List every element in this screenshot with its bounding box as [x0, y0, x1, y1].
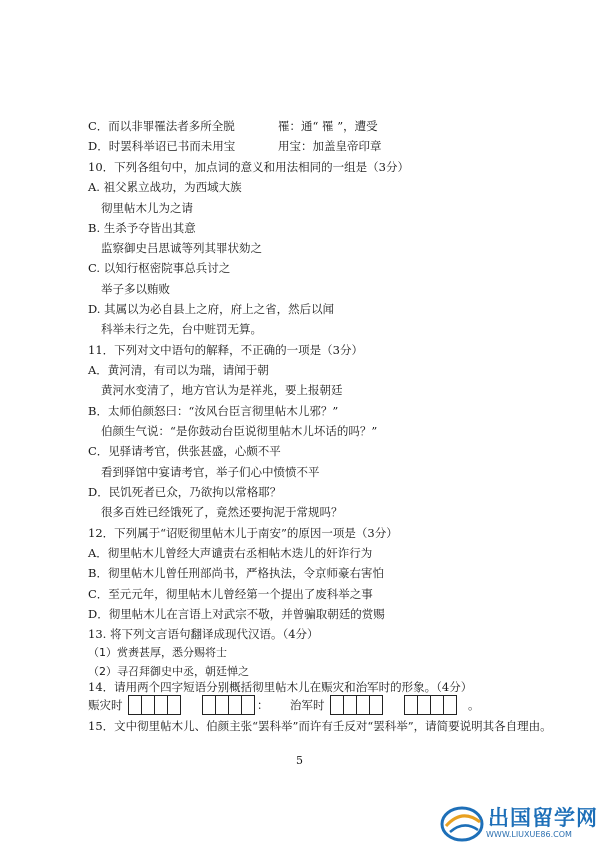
watermark-url: WWW.LIUXUE86.COM	[486, 830, 572, 839]
option-d: D．时罢科举诏已书而未用宝	[88, 139, 236, 153]
q13-item-2: （2）寻召拜御史中丞，朝廷惮之	[88, 665, 249, 678]
colon: ：	[257, 698, 269, 712]
q13-item-1: （1）赏赉甚厚，悉分赐将士	[88, 646, 227, 659]
q10-option-d: D. 其属以为必自县上之府，府上之省，然后以闻	[88, 302, 335, 316]
answer-box[interactable]	[228, 695, 241, 715]
q11-option-a: A．黄河清，有司以为瑞，请闻于朝	[88, 363, 269, 377]
q11-option-c: C．见驿请考官，供张甚盛，心颇不平	[88, 444, 281, 458]
q12-option-d: D．彻里帖木儿在言语上对武宗不敬，并曾骗取朝廷的赏赐	[88, 607, 385, 621]
option-c: C．而以非罪罹法者多所全脱	[88, 119, 235, 133]
q11-option-d: D．民饥死者已众，乃欲拘以常格耶？	[88, 485, 282, 499]
answer-box[interactable]	[330, 695, 343, 715]
q10-option-d-2: 科举未行之先，台中赃罚无算。	[101, 322, 262, 336]
answer-box[interactable]	[356, 695, 369, 715]
question-14: 14．请用两个四字短语分别概括彻里帖木儿在赈灾和治军时的形象。（4分）	[88, 680, 473, 694]
answer-box[interactable]	[404, 695, 417, 715]
relief-answer-boxes-1[interactable]	[128, 695, 181, 715]
army-label: 治军时	[290, 698, 325, 712]
answer-box[interactable]	[202, 695, 215, 715]
question-13: 13. 将下列文言语句翻译成现代汉语。（4分）	[88, 627, 319, 641]
army-answer-boxes-2[interactable]	[404, 695, 457, 715]
q12-option-a: A．彻里帖木儿曾经大声谴责右丞相帖木迭儿的奸诈行为	[88, 546, 373, 560]
q11-option-d-2: 很多百姓已经饿死了，竟然还要拘泥于常规吗？	[101, 505, 343, 519]
page-number: 5	[296, 754, 303, 767]
q11-option-b-2: 伯颜生气说：“是你鼓动台臣说彻里帖木儿坏话的吗？”	[101, 424, 378, 438]
answer-box[interactable]	[343, 695, 356, 715]
answer-box[interactable]	[215, 695, 228, 715]
question-11: 11．下列对文中语句的解释，不正确的一项是（3分）	[88, 343, 363, 357]
q10-option-b: B. 生杀予夺皆出其意	[88, 221, 196, 235]
question-12: 12．下列属于“诏贬彻里帖木儿于南安”的原因一项是（3分）	[88, 526, 398, 540]
answer-box[interactable]	[167, 695, 181, 715]
q11-option-b: B．太师伯颜怒曰：“汝风台臣言彻里帖木儿邪？”	[88, 404, 339, 418]
answer-box[interactable]	[443, 695, 457, 715]
q10-option-c: C. 以知行枢密院事总兵讨之	[88, 261, 231, 275]
option-c-note: 罹：通“ 罹 ”，遭受	[278, 119, 378, 133]
question-10: 10．下列各组句中，加点词的意义和用法相同的一组是（3分）	[88, 160, 409, 174]
answer-box[interactable]	[369, 695, 383, 715]
q10-option-b-2: 监察御史吕思诚等列其罪状劾之	[101, 241, 262, 255]
answer-box[interactable]	[241, 695, 255, 715]
q11-option-c-2: 看到驿馆中宴请考官，举子们心中愤愤不平	[101, 465, 320, 479]
answer-box[interactable]	[154, 695, 167, 715]
q11-option-a-2: 黄河水变清了，地方官认为是祥兆，要上报朝廷	[101, 383, 343, 397]
q10-option-a: A. 祖父累立战功，为西域大族	[88, 180, 242, 194]
relief-label: 赈灾时	[88, 698, 123, 712]
answer-box[interactable]	[430, 695, 443, 715]
q10-option-c-2: 举子多以贿败	[101, 282, 170, 296]
army-answer-boxes-1[interactable]	[330, 695, 383, 715]
period: 。	[468, 698, 480, 712]
question-15: 15．文中彻里帖木儿、伯颜主张“罢科举”而许有壬反对“罢科举”，请简要说明其各自理由。	[88, 719, 552, 733]
option-d-note: 用宝：加盖皇帝印章	[278, 139, 382, 153]
answer-box[interactable]	[141, 695, 154, 715]
answer-box[interactable]	[128, 695, 141, 715]
q12-option-b: B．彻里帖木儿曾任刑部尚书，严格执法，令京师豪右害怕	[88, 566, 384, 580]
q10-option-a-2: 彻里帖木儿为之请	[101, 201, 193, 215]
answer-box[interactable]	[417, 695, 430, 715]
q12-option-c: C．至元元年，彻里帖木儿曾经第一个提出了废科举之事	[88, 587, 373, 601]
watermark-name: 出国留学网	[488, 806, 598, 830]
relief-answer-boxes-2[interactable]	[202, 695, 255, 715]
